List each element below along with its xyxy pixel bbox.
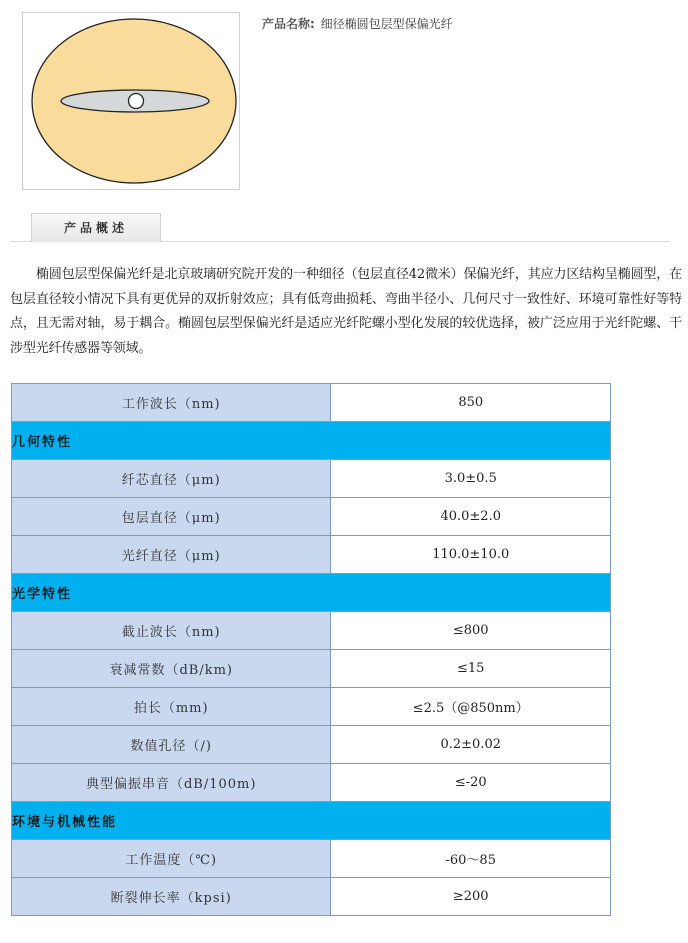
param-cell: 截止波长（nm) <box>12 612 331 650</box>
value-cell: 40.0±2.0 <box>331 498 611 536</box>
table-row <box>12 840 611 878</box>
overview-text: 椭圆包层型保偏光纤是北京玻璃研究院开发的一种细径（包层直径42微米）保偏光纤，其应力区结构呈椭圆型，在包层直径较小情况下具有更优异的双折射效应；具有低弯曲损耗、弯曲半径小、几何尺寸一致性好、环境可靠性好等特点，且无需对轴，易于耦合。椭圆包层型保偏光纤是适应光纤陀螺小型化发展的较优选择，被广泛应用于光纤陀螺、干涉型光纤传感器等领域。 <box>10 267 682 356</box>
param-cell: 拍长（mm) <box>12 688 331 726</box>
table-row <box>12 650 611 688</box>
param-cell: 工作波长（nm) <box>12 384 331 422</box>
param-cell: 光纤直径（μm) <box>12 536 331 574</box>
fiber-core <box>129 94 144 109</box>
table-row <box>12 612 611 650</box>
section-header: 光学特性 <box>12 574 611 612</box>
value-cell: ≤-20 <box>331 764 611 802</box>
value-cell: 0.2±0.02 <box>331 726 611 764</box>
table-row <box>12 460 611 498</box>
section-row-environment <box>12 802 611 840</box>
product-name-value: 细径椭圆包层型保偏光纤 <box>320 17 453 31</box>
section-row-optical <box>12 574 611 612</box>
value-cell: 850 <box>331 384 611 422</box>
param-cell: 断裂伸长率（kpsi) <box>12 878 331 916</box>
table-row <box>12 878 611 916</box>
param-cell: 衰减常数（dB/km) <box>12 650 331 688</box>
value-cell: ≤800 <box>331 612 611 650</box>
param-cell: 工作温度（℃) <box>12 840 331 878</box>
param-cell: 包层直径（μm) <box>12 498 331 536</box>
section-header: 环境与机械性能 <box>12 802 611 840</box>
spec-table <box>11 383 611 916</box>
table-row <box>12 384 611 422</box>
product-image <box>22 12 240 190</box>
value-cell: ≥200 <box>331 878 611 916</box>
table-row <box>12 498 611 536</box>
table-row <box>12 536 611 574</box>
value-cell: 110.0±10.0 <box>331 536 611 574</box>
value-cell: -60～85 <box>331 840 611 878</box>
value-cell: ≤2.5（@850nm） <box>331 688 611 726</box>
table-row <box>12 688 611 726</box>
tab-overview[interactable]: 产品概述 <box>31 213 161 242</box>
table-row <box>12 764 611 802</box>
param-cell: 纤芯直径（μm) <box>12 460 331 498</box>
product-name-label: 产品名称: <box>262 17 315 31</box>
param-cell: 典型偏振串音（dB/100m) <box>12 764 331 802</box>
fiber-cross-section-diagram <box>23 13 239 189</box>
value-cell: ≤15 <box>331 650 611 688</box>
section-header: 几何特性 <box>12 422 611 460</box>
param-cell: 数值孔径（/) <box>12 726 331 764</box>
value-cell: 3.0±0.5 <box>331 460 611 498</box>
table-row <box>12 726 611 764</box>
product-name <box>262 15 453 32</box>
section-row-geometry <box>12 422 611 460</box>
